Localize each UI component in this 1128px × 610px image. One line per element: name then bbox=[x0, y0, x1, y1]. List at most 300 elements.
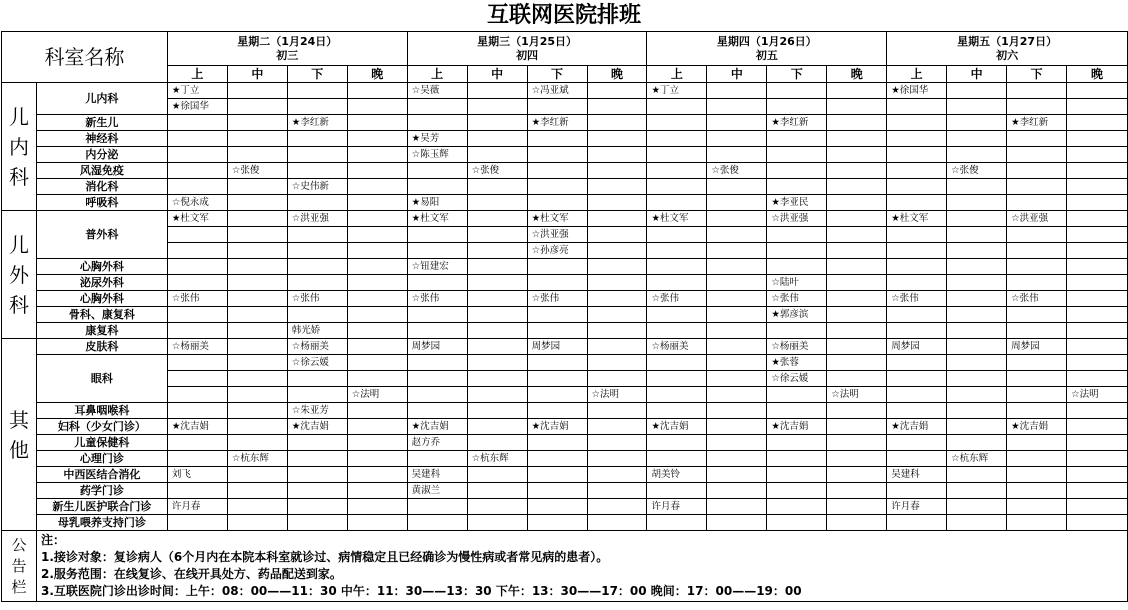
schedule-cell bbox=[587, 179, 647, 195]
slot-header: 中 bbox=[227, 66, 287, 83]
schedule-cell bbox=[1007, 451, 1067, 467]
schedule-row bbox=[2, 163, 1128, 179]
schedule-cell bbox=[1067, 227, 1128, 243]
schedule-cell bbox=[1007, 483, 1067, 499]
dept-name: 新生儿 bbox=[36, 115, 167, 131]
schedule-cell: ★丁立 bbox=[647, 83, 707, 99]
schedule-cell bbox=[1067, 147, 1128, 163]
schedule-cell bbox=[287, 435, 347, 451]
group-label-char: 科 bbox=[8, 164, 29, 189]
schedule-cell bbox=[647, 307, 707, 323]
schedule-row bbox=[2, 339, 1128, 355]
schedule-cell bbox=[947, 339, 1007, 355]
schedule-cell bbox=[827, 371, 887, 387]
schedule-cell bbox=[887, 179, 947, 195]
schedule-cell bbox=[167, 323, 227, 339]
schedule-cell bbox=[167, 435, 227, 451]
schedule-cell bbox=[707, 99, 767, 115]
schedule-cell bbox=[467, 131, 527, 147]
schedule-cell bbox=[947, 179, 1007, 195]
schedule-cell: ★徐国华 bbox=[887, 83, 947, 99]
schedule-cell bbox=[707, 179, 767, 195]
schedule-cell bbox=[647, 323, 707, 339]
schedule-cell bbox=[887, 451, 947, 467]
schedule-cell bbox=[1007, 163, 1067, 179]
schedule-cell bbox=[227, 435, 287, 451]
schedule-cell bbox=[527, 99, 587, 115]
schedule-row bbox=[2, 179, 1128, 195]
schedule-cell bbox=[767, 179, 827, 195]
schedule-cell bbox=[347, 499, 407, 515]
schedule-cell bbox=[1007, 83, 1067, 99]
schedule-cell bbox=[707, 243, 767, 259]
schedule-cell: ★郭彦滨 bbox=[767, 307, 827, 323]
schedule-cell: ☆朱亚芳 bbox=[287, 403, 347, 419]
group-label-char: 儿 bbox=[8, 232, 29, 257]
slot-header: 晚 bbox=[1067, 66, 1128, 83]
schedule-cell bbox=[467, 259, 527, 275]
schedule-cell bbox=[227, 499, 287, 515]
schedule-cell bbox=[1067, 371, 1128, 387]
schedule-cell: ☆吴薇 bbox=[407, 83, 467, 99]
schedule-cell bbox=[1007, 467, 1067, 483]
schedule-cell bbox=[947, 99, 1007, 115]
slot-header: 下 bbox=[527, 66, 587, 83]
schedule-cell bbox=[1067, 339, 1128, 355]
schedule-cell bbox=[947, 275, 1007, 291]
dept-name: 儿内科 bbox=[36, 83, 167, 115]
schedule-cell bbox=[707, 259, 767, 275]
dept-name: 泌尿外科 bbox=[36, 275, 167, 291]
schedule-cell bbox=[947, 115, 1007, 131]
schedule-cell bbox=[587, 355, 647, 371]
schedule-cell bbox=[587, 147, 647, 163]
schedule-cell bbox=[827, 451, 887, 467]
schedule-cell bbox=[1007, 179, 1067, 195]
schedule-cell: ★杜文军 bbox=[407, 211, 467, 227]
schedule-cell bbox=[1067, 115, 1128, 131]
schedule-cell bbox=[947, 435, 1007, 451]
schedule-cell bbox=[587, 259, 647, 275]
schedule-cell bbox=[707, 355, 767, 371]
schedule-row bbox=[2, 211, 1128, 227]
schedule-cell bbox=[467, 419, 527, 435]
schedule-cell bbox=[707, 371, 767, 387]
schedule-cell bbox=[167, 403, 227, 419]
schedule-cell bbox=[1067, 515, 1128, 531]
schedule-cell: ☆洪亚强 bbox=[1007, 211, 1067, 227]
schedule-cell bbox=[347, 483, 407, 499]
group-label-char: 他 bbox=[8, 437, 29, 462]
slot-header: 下 bbox=[1007, 66, 1067, 83]
schedule-cell bbox=[647, 435, 707, 451]
schedule-cell bbox=[887, 323, 947, 339]
schedule-cell bbox=[827, 515, 887, 531]
schedule-cell bbox=[647, 179, 707, 195]
schedule-cell bbox=[767, 227, 827, 243]
schedule-cell bbox=[467, 483, 527, 499]
schedule-cell: ★李红新 bbox=[1007, 115, 1067, 131]
schedule-cell bbox=[1067, 483, 1128, 499]
schedule-cell bbox=[587, 339, 647, 355]
dept-name: 新生儿医护联合门诊 bbox=[36, 499, 167, 515]
schedule-cell bbox=[1067, 195, 1128, 211]
schedule-cell bbox=[647, 275, 707, 291]
schedule-cell bbox=[1007, 403, 1067, 419]
group-label-char: 儿 bbox=[8, 104, 29, 129]
schedule-cell bbox=[827, 323, 887, 339]
schedule-cell bbox=[707, 387, 767, 403]
schedule-cell bbox=[887, 243, 947, 259]
schedule-cell bbox=[587, 291, 647, 307]
day-header bbox=[887, 32, 1128, 66]
schedule-cell bbox=[347, 275, 407, 291]
schedule-cell bbox=[947, 467, 1007, 483]
schedule-cell bbox=[527, 179, 587, 195]
schedule-cell bbox=[1067, 83, 1128, 99]
schedule-cell bbox=[827, 467, 887, 483]
schedule-cell bbox=[707, 227, 767, 243]
schedule-cell bbox=[647, 131, 707, 147]
dept-name: 内分泌 bbox=[36, 147, 167, 163]
schedule-cell bbox=[347, 179, 407, 195]
schedule-cell bbox=[767, 147, 827, 163]
schedule-cell bbox=[887, 259, 947, 275]
dept-name: 康复科 bbox=[36, 323, 167, 339]
schedule-cell bbox=[1007, 131, 1067, 147]
slot-header: 中 bbox=[707, 66, 767, 83]
schedule-cell bbox=[227, 99, 287, 115]
schedule-cell bbox=[227, 147, 287, 163]
schedule-cell bbox=[407, 307, 467, 323]
schedule-cell bbox=[947, 243, 1007, 259]
schedule-cell bbox=[407, 499, 467, 515]
schedule-cell bbox=[407, 403, 467, 419]
schedule-cell bbox=[467, 195, 527, 211]
notice-label bbox=[2, 531, 37, 602]
schedule-cell bbox=[707, 131, 767, 147]
group-label-char: 外 bbox=[8, 262, 29, 287]
notice-label-char: 告 bbox=[11, 556, 27, 575]
schedule-cell bbox=[647, 515, 707, 531]
schedule-cell: ☆张伟 bbox=[767, 291, 827, 307]
schedule-cell bbox=[407, 243, 467, 259]
schedule-cell bbox=[167, 275, 227, 291]
slot-header: 上 bbox=[647, 66, 707, 83]
schedule-cell bbox=[767, 515, 827, 531]
slot-header: 上 bbox=[887, 66, 947, 83]
schedule-cell: ☆倪永成 bbox=[167, 195, 227, 211]
schedule-cell bbox=[467, 115, 527, 131]
schedule-cell bbox=[767, 83, 827, 99]
schedule-row bbox=[2, 419, 1128, 435]
schedule-row bbox=[2, 115, 1128, 131]
notice-label-char: 公 bbox=[11, 535, 27, 554]
schedule-cell bbox=[827, 419, 887, 435]
slot-header: 上 bbox=[167, 66, 227, 83]
schedule-cell: ☆张伟 bbox=[167, 291, 227, 307]
schedule-cell bbox=[1067, 403, 1128, 419]
day-header bbox=[167, 32, 407, 66]
schedule-cell bbox=[407, 227, 467, 243]
dept-group-label bbox=[2, 211, 37, 339]
schedule-cell bbox=[947, 291, 1007, 307]
schedule-cell: 刘飞 bbox=[167, 467, 227, 483]
schedule-cell: ★吴芳 bbox=[407, 131, 467, 147]
schedule-cell bbox=[167, 483, 227, 499]
schedule-cell bbox=[587, 435, 647, 451]
schedule-cell bbox=[227, 275, 287, 291]
schedule-cell bbox=[527, 467, 587, 483]
notice-line: 2.服务范围：在线复诊、在线开具处方、药品配送到家。 bbox=[40, 567, 342, 581]
day-lunar: 初五 bbox=[755, 48, 778, 62]
schedule-cell bbox=[227, 131, 287, 147]
page-title: 互联网医院排班 bbox=[486, 2, 641, 28]
schedule-cell: ★沈吉娟 bbox=[287, 419, 347, 435]
schedule-cell bbox=[407, 451, 467, 467]
schedule-cell bbox=[887, 275, 947, 291]
schedule-cell: ☆法明 bbox=[827, 387, 887, 403]
schedule-row bbox=[2, 275, 1128, 291]
schedule-cell bbox=[647, 99, 707, 115]
schedule-cell bbox=[227, 115, 287, 131]
schedule-cell: ☆孙彦亮 bbox=[527, 243, 587, 259]
schedule-row bbox=[2, 371, 1128, 387]
schedule-cell bbox=[287, 99, 347, 115]
schedule-cell bbox=[1067, 291, 1128, 307]
dept-name: 皮肤科 bbox=[36, 339, 167, 355]
schedule-cell bbox=[707, 515, 767, 531]
schedule-cell bbox=[647, 115, 707, 131]
schedule-cell bbox=[647, 371, 707, 387]
schedule-cell bbox=[587, 99, 647, 115]
schedule-cell bbox=[227, 403, 287, 419]
schedule-cell bbox=[1067, 211, 1128, 227]
dept-name: 中西医结合消化 bbox=[36, 467, 167, 483]
schedule-cell bbox=[287, 163, 347, 179]
schedule-cell bbox=[407, 323, 467, 339]
schedule-cell bbox=[647, 483, 707, 499]
schedule-cell bbox=[1067, 131, 1128, 147]
schedule-cell bbox=[467, 323, 527, 339]
schedule-cell: ☆杭东辉 bbox=[947, 451, 1007, 467]
schedule-cell bbox=[467, 307, 527, 323]
slot-header: 晚 bbox=[347, 66, 407, 83]
schedule-cell: ☆徐云媛 bbox=[767, 371, 827, 387]
schedule-cell: 韩光娇 bbox=[287, 323, 347, 339]
schedule-cell bbox=[1007, 307, 1067, 323]
schedule-row bbox=[2, 131, 1128, 147]
schedule-cell: ☆张伟 bbox=[1007, 291, 1067, 307]
schedule-cell bbox=[527, 195, 587, 211]
notice-row bbox=[2, 531, 1128, 602]
schedule-cell bbox=[707, 483, 767, 499]
schedule-cell: ★杜文军 bbox=[527, 211, 587, 227]
schedule-cell bbox=[227, 339, 287, 355]
notice-line: 1.接诊对象：复诊病人（6个月内在本院本科室就诊过、病情稳定且已经确诊为慢性病或者常见病的患者）。 bbox=[40, 550, 609, 564]
schedule-cell bbox=[527, 131, 587, 147]
schedule-cell bbox=[227, 323, 287, 339]
dept-name: 呼吸科 bbox=[36, 195, 167, 211]
schedule-cell bbox=[227, 483, 287, 499]
schedule-cell: ☆张俊 bbox=[227, 163, 287, 179]
schedule-cell: ★杜文军 bbox=[647, 211, 707, 227]
dept-group-label bbox=[2, 83, 37, 211]
schedule-cell bbox=[467, 467, 527, 483]
schedule-cell bbox=[407, 355, 467, 371]
schedule-cell bbox=[1067, 435, 1128, 451]
schedule-cell bbox=[287, 131, 347, 147]
schedule-cell: ★李亚民 bbox=[767, 195, 827, 211]
schedule-cell bbox=[227, 307, 287, 323]
schedule-cell bbox=[167, 515, 227, 531]
schedule-cell bbox=[767, 451, 827, 467]
schedule-cell bbox=[467, 99, 527, 115]
schedule-cell bbox=[527, 323, 587, 339]
schedule-cell: ★李红新 bbox=[767, 115, 827, 131]
schedule-cell bbox=[707, 147, 767, 163]
schedule-cell bbox=[407, 515, 467, 531]
schedule-cell bbox=[647, 355, 707, 371]
schedule-cell bbox=[227, 211, 287, 227]
schedule-cell bbox=[887, 163, 947, 179]
day-label: 星期二（1月24日） bbox=[237, 34, 338, 48]
dept-name: 心胸外科 bbox=[36, 259, 167, 275]
schedule-cell bbox=[1007, 435, 1067, 451]
schedule-cell bbox=[647, 243, 707, 259]
schedule-cell bbox=[887, 483, 947, 499]
schedule-cell bbox=[1007, 323, 1067, 339]
schedule-cell bbox=[887, 195, 947, 211]
schedule-cell bbox=[467, 291, 527, 307]
schedule-cell: ★杜文军 bbox=[167, 211, 227, 227]
schedule-cell bbox=[887, 403, 947, 419]
schedule-cell bbox=[527, 307, 587, 323]
schedule-cell bbox=[947, 387, 1007, 403]
schedule-cell bbox=[227, 243, 287, 259]
notice-label-char: 栏 bbox=[11, 577, 27, 596]
schedule-cell bbox=[887, 371, 947, 387]
schedule-cell bbox=[1067, 99, 1128, 115]
schedule-cell bbox=[467, 83, 527, 99]
schedule-cell: ☆张伟 bbox=[287, 291, 347, 307]
schedule-cell bbox=[347, 291, 407, 307]
schedule-cell: ★沈吉娟 bbox=[527, 419, 587, 435]
schedule-cell: ★沈吉娟 bbox=[1007, 419, 1067, 435]
schedule-cell bbox=[647, 387, 707, 403]
schedule-cell bbox=[287, 243, 347, 259]
dept-name: 神经科 bbox=[36, 131, 167, 147]
schedule-cell bbox=[827, 227, 887, 243]
schedule-row bbox=[2, 387, 1128, 403]
schedule-cell: ☆张伟 bbox=[407, 291, 467, 307]
schedule-row bbox=[2, 99, 1128, 115]
schedule-cell bbox=[527, 515, 587, 531]
schedule-cell bbox=[1007, 227, 1067, 243]
slot-header: 中 bbox=[947, 66, 1007, 83]
schedule-cell bbox=[647, 163, 707, 179]
schedule-cell bbox=[167, 307, 227, 323]
schedule-cell bbox=[227, 227, 287, 243]
schedule-cell bbox=[347, 355, 407, 371]
schedule-cell bbox=[167, 387, 227, 403]
schedule-row bbox=[2, 323, 1128, 339]
schedule-cell: ☆钮建宏 bbox=[407, 259, 467, 275]
day-header bbox=[407, 32, 647, 66]
schedule-cell bbox=[587, 243, 647, 259]
schedule-cell bbox=[347, 147, 407, 163]
slot-header: 晚 bbox=[587, 66, 647, 83]
schedule-cell: ☆杨丽美 bbox=[767, 339, 827, 355]
dept-name: 眼科 bbox=[36, 355, 167, 403]
schedule-cell bbox=[767, 99, 827, 115]
dept-group-label bbox=[2, 339, 37, 531]
schedule-cell bbox=[947, 419, 1007, 435]
schedule-cell bbox=[947, 307, 1007, 323]
schedule-cell bbox=[347, 419, 407, 435]
schedule-cell bbox=[167, 115, 227, 131]
schedule-cell: ★丁立 bbox=[167, 83, 227, 99]
dept-name: 心理门诊 bbox=[36, 451, 167, 467]
schedule-cell bbox=[467, 227, 527, 243]
day-lunar: 初六 bbox=[996, 48, 1019, 62]
schedule-cell bbox=[467, 499, 527, 515]
schedule-cell: ★徐国华 bbox=[167, 99, 227, 115]
schedule-cell bbox=[467, 179, 527, 195]
schedule-cell: ☆陆叶 bbox=[767, 275, 827, 291]
schedule-cell bbox=[767, 243, 827, 259]
schedule-cell bbox=[887, 387, 947, 403]
schedule-cell bbox=[287, 275, 347, 291]
schedule-cell bbox=[947, 211, 1007, 227]
day-label: 星期三（1月25日） bbox=[477, 34, 578, 48]
schedule-cell bbox=[467, 435, 527, 451]
schedule-cell bbox=[527, 403, 587, 419]
schedule-cell: ☆法明 bbox=[1067, 387, 1128, 403]
schedule-row bbox=[2, 227, 1128, 243]
schedule-cell bbox=[227, 467, 287, 483]
schedule-cell bbox=[467, 515, 527, 531]
schedule-cell bbox=[767, 259, 827, 275]
schedule-cell bbox=[947, 499, 1007, 515]
schedule-cell: 周梦园 bbox=[407, 339, 467, 355]
schedule-cell bbox=[347, 467, 407, 483]
schedule-cell: ☆杨丽美 bbox=[167, 339, 227, 355]
schedule-cell bbox=[287, 515, 347, 531]
schedule-row bbox=[2, 355, 1128, 371]
schedule-cell bbox=[167, 163, 227, 179]
schedule-cell bbox=[287, 467, 347, 483]
schedule-cell: 周梦园 bbox=[887, 339, 947, 355]
schedule-cell bbox=[707, 291, 767, 307]
schedule-cell bbox=[347, 259, 407, 275]
schedule-cell bbox=[827, 339, 887, 355]
schedule-cell bbox=[827, 499, 887, 515]
schedule-cell bbox=[347, 211, 407, 227]
dept-name: 风湿免疫 bbox=[36, 163, 167, 179]
dept-name: 儿童保健科 bbox=[36, 435, 167, 451]
schedule-cell bbox=[707, 195, 767, 211]
schedule-cell bbox=[1067, 275, 1128, 291]
schedule-cell bbox=[407, 275, 467, 291]
schedule-cell bbox=[827, 435, 887, 451]
schedule-cell bbox=[167, 179, 227, 195]
schedule-cell bbox=[467, 275, 527, 291]
schedule-cell bbox=[887, 115, 947, 131]
schedule-cell bbox=[527, 147, 587, 163]
slot-header: 下 bbox=[287, 66, 347, 83]
schedule-cell bbox=[827, 259, 887, 275]
